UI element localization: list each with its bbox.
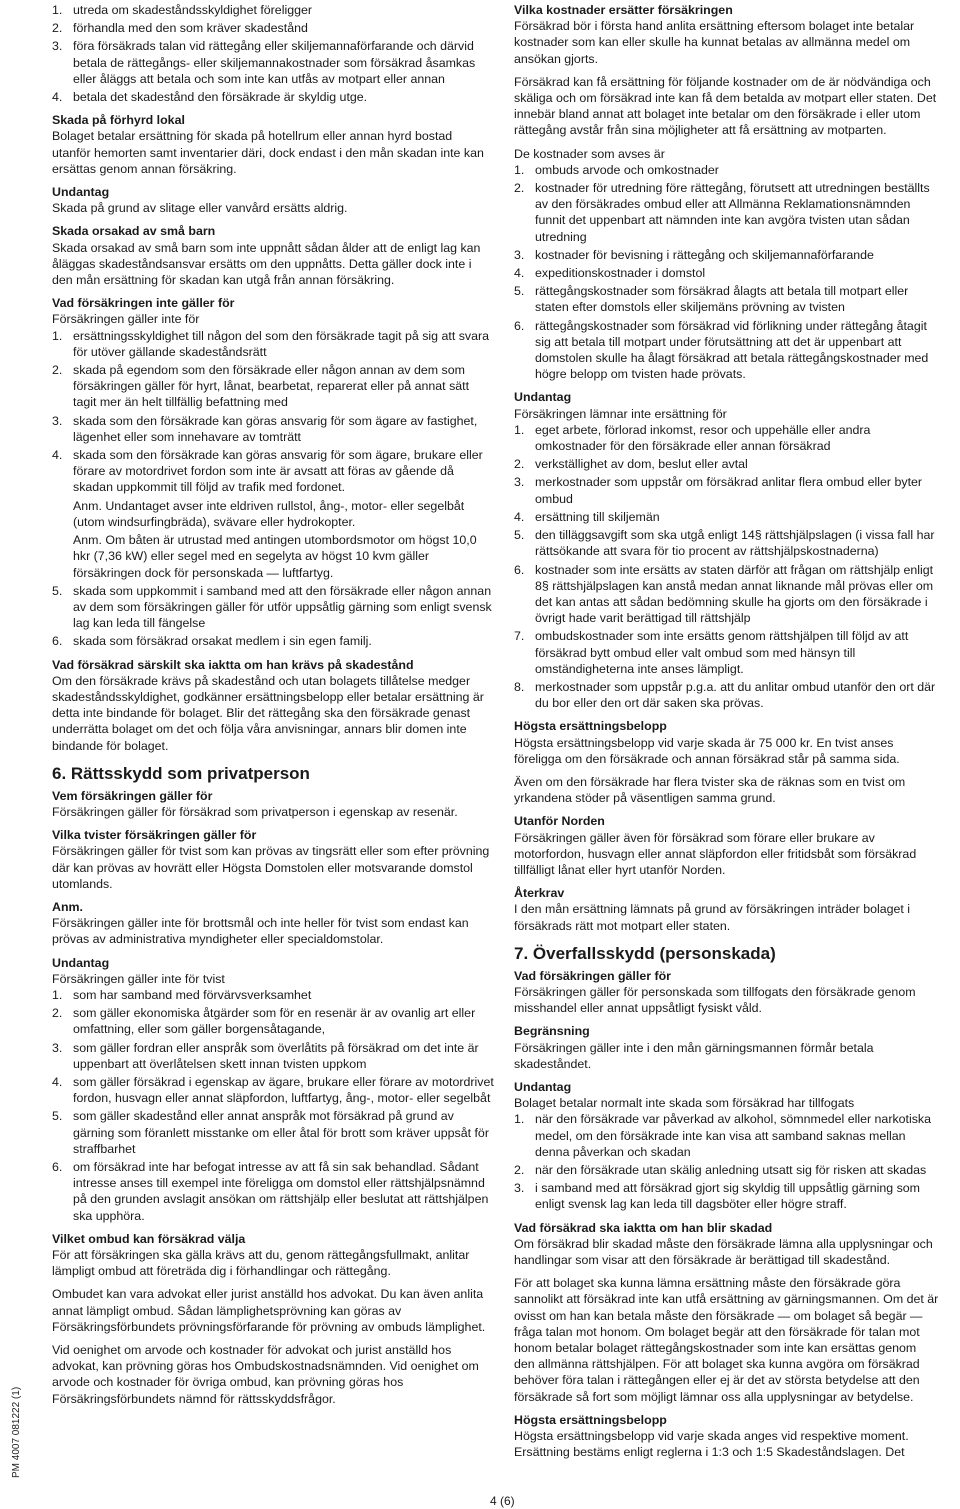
list-item bbox=[52, 447, 494, 496]
anm-text: Försäkringen gäller inte för brottsmål och inte heller för tvist som endast kan prövas av administrativa myndigheter eller specialdomstolar. bbox=[52, 916, 469, 947]
vad7-text: Försäkringen gäller för personskada som tillfogats den försäkrade genom misshandel eller annat uppsåtligt fysiskt våld. bbox=[514, 984, 916, 1016]
vem-heading: Vem försäkringen gäller för bbox=[52, 788, 213, 803]
list-item bbox=[52, 2, 494, 18]
list-item-number: 2. bbox=[52, 1006, 63, 1021]
list-item-text: rättegångskostnader som försäkrad vid förlikning under rättegång åtagit sig att betala till motpart under förutsättning att det är uppenbart att domstolen skulle ha ålagt försäkrad att betala rättegångskostnader med högre belopp om tvisten hade prövats. bbox=[535, 318, 929, 382]
list-item-number: 4. bbox=[514, 509, 525, 524]
list-item bbox=[52, 362, 494, 411]
list-item-number: 5. bbox=[52, 1109, 63, 1124]
list-item-number: 6. bbox=[52, 634, 63, 649]
hogsta2-text: Högsta ersättningsbelopp vid varje skada anges vid respektive moment. Ersättning bestäms enligt reglerna i 1:3 och 1:5 Skadeståndslagen. Det bbox=[514, 1429, 909, 1460]
list-item bbox=[514, 283, 940, 315]
list-item-text: förhandla med den som kräver skadestånd bbox=[73, 21, 308, 36]
list-item-text: expeditionskostnader i domstol bbox=[535, 266, 706, 281]
list-item bbox=[52, 583, 494, 632]
list-item bbox=[514, 422, 940, 454]
list-item bbox=[52, 1005, 494, 1037]
list-item bbox=[52, 1108, 494, 1157]
list-item-text: som har samband med förvärvsverksamhet bbox=[73, 987, 312, 1002]
hogsta1-text-1: Högsta ersättningsbelopp vid varje skada är 75 000 kr. En tvist anses föreligga om den försäkrade och annan försäkrad står på samma sida. bbox=[514, 735, 900, 766]
intevad-heading: Vad försäkringen inte gäller för bbox=[52, 296, 235, 311]
list-item-text: ersättning till skiljemän bbox=[535, 509, 660, 524]
iaktta-heading: Vad försäkrad särskilt ska iaktta om han krävs på skadestånd bbox=[52, 657, 414, 672]
hogsta1-heading: Högsta ersättningsbelopp bbox=[514, 719, 667, 734]
list-item bbox=[52, 20, 494, 36]
list-item-text: eget arbete, förlorad inkomst, resor och uppehälle eller andra omkostnader för den försäkrade eller annan försäkrad bbox=[535, 422, 871, 454]
list-item-text: kostnader för utredning före rättegång, förutsett att utredningen beställts av den försäkrades ombud eller att Allmänna Reklamationsnämnden funnit det uppenbart att nämnden inte kan avgöra tvisten utan sådan utredning bbox=[535, 181, 930, 244]
undantag4-intro: Bolaget betalar normalt inte skada som försäkrad har tillfogats bbox=[514, 1096, 855, 1111]
kostn-heading: Vilka kostnader ersätter försäkringen bbox=[514, 3, 733, 17]
tvister-heading: Vilka tvister försäkringen gäller för bbox=[52, 828, 257, 843]
list-item-text: som gäller ekonomiska åtgärder som för en resenär är av ovanlig art eller omfattning, eller som gäller borgensåtagande, bbox=[73, 1006, 476, 1037]
list-item bbox=[514, 1162, 940, 1178]
list-item bbox=[52, 1159, 494, 1224]
right-column bbox=[514, 2, 940, 1467]
list-item bbox=[514, 679, 940, 711]
left-column bbox=[52, 2, 494, 1414]
list-item-text: ombudskostnader som inte ersätts genom rättshjälpen till följd av att försäkrad bytt ombud eller valt ombud som med hänsyn till omständigheterna inte anses lämpligt. bbox=[535, 629, 909, 676]
list-item-number: 5. bbox=[514, 284, 525, 299]
list-item-number: 6. bbox=[52, 1160, 63, 1174]
undantag4-list bbox=[514, 1111, 940, 1212]
list-item-number: 1. bbox=[52, 328, 63, 343]
skadad-text-1: Om försäkrad blir skadad måste den försäkrade lämna alla upplysningar och handlingar som visar att den försäkrade är berättigad till skadestånd. bbox=[514, 1236, 933, 1268]
list-item-text: kostnader som inte ersätts av staten därför att frågan om rättshjälp enligt 8§ rättshjälpslagen kan anstå medan annat liknande mål prövas eller om det kan antas att sådan bedömning skulle ha gjorts om den försäkrade i övrigt hade varit berättigad till rättshjälp bbox=[535, 562, 934, 626]
list-item bbox=[514, 180, 940, 245]
kostn-text-2: Försäkrad kan få ersättning för följande kostnader om de är nödvändiga och skäliga och om försäkrad inte kan få dem betalda av motpart eller staten. Det innebär bland annat att bolaget inte betalar om den försäkrade i eller utom rättegång avstår från sina möjligheter att få ersättning av motparten. bbox=[514, 74, 937, 138]
list-item-number: 8. bbox=[514, 679, 525, 694]
undantag2-list bbox=[52, 987, 494, 1224]
kostn-list bbox=[514, 162, 940, 383]
list-item-text: ersättningsskyldighet till någon del som den försäkrade tagit på sig att svara för utöver gällande skadeståndsrätt bbox=[73, 328, 490, 359]
ombud-text-2: Ombudet kan vara advokat eller jurist anställd hos advokat. Du kan även anlita annat lämpligt ombud. Sådan lämplighetsprövning kan göras av Försäkringsförbundets prövningsförfarande för prövning av ombuds lämplighet. bbox=[52, 1287, 486, 1334]
list-item-number: 5. bbox=[514, 528, 525, 543]
list-item-number: 1. bbox=[514, 1112, 525, 1127]
hogsta1-text-2: Även om den försäkrade har flera tvister ska de räknas som en tvist om yrkandena stöder på väsentligen samma grund. bbox=[514, 774, 906, 806]
barn-heading: Skada orsakad av små barn bbox=[52, 224, 216, 239]
list-item-number: 4. bbox=[514, 266, 525, 281]
kostn-intro: De kostnader som avses är bbox=[514, 146, 665, 161]
page-number: 4 (6) bbox=[490, 1494, 515, 1508]
list-item-number: 6. bbox=[514, 562, 525, 577]
list-item-number: 3. bbox=[514, 247, 525, 262]
list-item-text: betala det skadestånd den försäkrade är skyldig utge. bbox=[73, 90, 368, 105]
list-item-text: skada som den försäkrade kan göras ansvarig för som ägare, brukare eller förare av motordrivet fordon som inte är avsatt att föras av gående då skadan uppkommit till följd av trafik med fordonet. bbox=[73, 448, 483, 495]
undantag3-intro: Försäkringen lämnar inte ersättning för bbox=[514, 406, 727, 421]
list-item-number: 5. bbox=[52, 583, 63, 598]
list-item-number: 4. bbox=[52, 1074, 63, 1089]
aterkrav-text: I den mån ersättning lämnats på grund av försäkringen inträder bolaget i försäkrads rätt mot motpart eller staten. bbox=[514, 902, 911, 933]
hogsta2-heading: Högsta ersättningsbelopp bbox=[514, 1412, 667, 1427]
undantag1-heading: Undantag bbox=[52, 185, 110, 200]
list-item-text: som gäller skadestånd eller annat anspråk mot försäkrad på grund av gärning som föranlett misstanke om eller åtal för brott som kräver uppsåt för straffbarhet bbox=[73, 1109, 489, 1156]
section7-title: 7. Överfallsskydd (personskada) bbox=[514, 943, 776, 963]
norden-heading: Utanför Norden bbox=[514, 814, 605, 829]
list-item-text: merkostnader som uppstår om försäkrad anlitar flera ombud eller byter ombud bbox=[535, 475, 923, 506]
list-item-text: verkställighet av dom, beslut eller avtal bbox=[535, 457, 748, 472]
list-item bbox=[514, 562, 940, 627]
list-item-text: ombuds arvode och omkostnader bbox=[535, 162, 719, 177]
list-item-number: 2. bbox=[514, 181, 525, 196]
list-item-text: den tilläggsavgift som ska utgå enligt 14§ rättshjälpslagen (i vissa fall har rättsökande att svara för tio procent av rättshjälpskostnaderna) bbox=[535, 528, 935, 559]
list-item-text: om försäkrad inte har befogat intresse av att få sin sak behandlad. Sådant intresse anses till exempel inte föreligga om domstol eller rättshjälpsnämnd på den grunden avslagit ansökan om rättshjälp eller beslutat att rättshjälpen ska upphöra. bbox=[73, 1160, 489, 1223]
kostn-text-1: Försäkrad bör i första hand anlita ersättning eftersom bolaget inte betalar kostnader som kan eller skulle ha kunnat betalas av allmänna medel om ansökan gjorts. bbox=[514, 19, 915, 66]
list-item bbox=[52, 413, 494, 445]
norden-text: Försäkringen gäller även för försäkrad som förare eller brukare av motorfordon, husvagn eller annat släpfordon eller fritidsbåt som försäkrad tillfälligt lånat eller hyrt utanför Norden. bbox=[514, 830, 917, 877]
begr-text: Försäkringen gäller inte i den mån gärningsmannen förmår betala skadeståndet. bbox=[514, 1040, 874, 1071]
anm2-text: Anm. Om båten är utrustad med antingen utombordsmotor om högst 10,0 hkr (7,36 kW) eller segel med en segelyta av högst 10 kvm gäller försäkringen dock för personskada — luftfartyg. bbox=[73, 533, 477, 580]
list-item-text: som gäller fordran eller anspråk som överlåtits på försäkrad om det inte är uppenbart att överlåtelsen skett innan tvisten uppkom bbox=[73, 1040, 479, 1071]
skadad-text-2: För att bolaget ska kunna lämna ersättning måste den försäkrade göra sannolikt att försäkrad inte kan utfå ersättning av gärningsmannen. Om det är ovisst om han kan betala måste den försäkrade — om bolaget så begär — fråga talan mot honom. Om bolaget begär att den försäkrade för talan mot honom betalar bolaget rättegångskostnader som inte kan ersättas genom den allmänna rättshjälpen. För att bolaget ska kunna avgöra om försäkrad behöver föra talan i rättegången eller ej är det av största betydelse att den försäkrade så fort som möjligt lämnar oss alla upplysningar av betydelse. bbox=[514, 1276, 939, 1404]
tvister-text: Försäkringen gäller för tvist som kan prövas av tingsrätt eller som efter prövning där kan prövas av hovrätt eller Högsta Domstolen eller motsvarande domstol utomlands. bbox=[52, 844, 490, 891]
undantag3-list bbox=[514, 422, 940, 711]
vem-text: Försäkringen gäller för försäkrad som privatperson i egenskap av resenär. bbox=[52, 804, 458, 819]
list-item bbox=[52, 987, 494, 1003]
list-item bbox=[514, 265, 940, 281]
list-item bbox=[52, 633, 494, 649]
list-item-number: 4. bbox=[52, 448, 63, 463]
begr-heading: Begränsning bbox=[514, 1024, 590, 1039]
list-item bbox=[514, 162, 940, 178]
hyrd-heading: Skada på förhyrd lokal bbox=[52, 113, 185, 128]
list-item-number: 1. bbox=[514, 162, 525, 177]
list-item-number: 6. bbox=[514, 318, 525, 333]
list-item-text: i samband med att försäkrad gjort sig skyldig till uppsåtlig gärning som enligt svensk lag kan leda till dagsböter eller högre straff. bbox=[535, 1181, 920, 1212]
undantag4-heading: Undantag bbox=[514, 1079, 572, 1094]
list-item-number: 2. bbox=[514, 1163, 525, 1177]
list-item bbox=[52, 328, 494, 360]
list-item-number: 4. bbox=[52, 90, 63, 105]
ombud-heading: Vilket ombud kan försäkrad välja bbox=[52, 1231, 246, 1246]
list-item bbox=[514, 1111, 940, 1160]
document-code: PM 4007 081222 (1) bbox=[11, 1386, 22, 1478]
list-item-text: skada som försäkrad orsakat medlem i sin egen familj. bbox=[73, 634, 372, 649]
list-item-number: 3. bbox=[514, 1181, 525, 1196]
list-item bbox=[514, 247, 940, 263]
list-item-number: 1. bbox=[52, 987, 63, 1002]
list-item-number: 3. bbox=[52, 413, 63, 428]
list-item-text: föra försäkrads talan vid rättegång eller skiljemannaförfarande och därvid betala de rättegångs- eller skiljemannakostnader som försäkrad åsamkas eller åläggs att betala och som inte kan utfås av motpart eller annan bbox=[73, 39, 476, 86]
list-item-text: skada som uppkommit i samband med att den försäkrade eller någon annan av dem som försäkringen gäller för utför uppsåtlig gärning som enligt svensk lag kan leda till fängelse bbox=[73, 583, 492, 631]
list-item-text: skada på egendom som den försäkrade eller någon annan av dem som försäkringen gäller för hyrt, lånat, bearbetat, reparerat eller på annat sätt tagit mer än helt tillfällig befattning med bbox=[73, 363, 470, 410]
list-item-text: när den försäkrade var påverkad av alkohol, sömnmedel eller narkotiska medel, om den försäkrade inte kan visa att samband saknas mellan denna påverkan och skadan bbox=[535, 1112, 932, 1159]
list-item-number: 2. bbox=[52, 363, 63, 378]
list-item-text: som gäller försäkrad i egenskap av ägare, brukare eller förare av motordrivet fordon, husvagn eller annat släpfordon, luftfartyg, ång-, motor- eller segelbåt bbox=[73, 1074, 494, 1106]
list-item bbox=[514, 474, 940, 506]
list-item bbox=[52, 89, 494, 105]
list-item-text: utreda om skadeståndsskyldighet föreligger bbox=[73, 3, 312, 17]
hyrd-text: Bolaget betalar ersättning för skada på hotellrum eller annan hyrd bostad utanför hemorten samt inventarier däri, dock endast i den mån skadan inte kan ersättas genom annan försäkring. bbox=[52, 129, 484, 176]
list-item-text: rättegångskostnader som försäkrad ålagts att betala till motpart eller staten efter domstols eller skiljemäns prövning av tvisten bbox=[535, 284, 909, 315]
barn-text: Skada orsakad av små barn som inte uppnått sådan ålder att de enligt lag kan åläggas skadeståndsansvar ersätts om den uppnåtts. Detta gäller dock inte i den mån ersättning för skadan kan utgå från annan försäkring. bbox=[52, 240, 481, 288]
list-item bbox=[514, 456, 940, 472]
list-item-number: 3. bbox=[52, 39, 63, 54]
list-item bbox=[514, 509, 940, 525]
list-item-number: 1. bbox=[514, 422, 525, 437]
list-item bbox=[514, 1180, 940, 1212]
anm1-text: Anm. Undantaget avser inte eldriven rullstol, ång-, motor- eller segelbåt (utom windsurfingbräda), svävare eller hydrokopter. bbox=[73, 498, 465, 529]
list-item-number: 2. bbox=[52, 21, 63, 36]
anm-heading: Anm. bbox=[52, 899, 83, 914]
vad7-heading: Vad försäkringen gäller för bbox=[514, 968, 671, 983]
undantag2-heading: Undantag bbox=[52, 955, 110, 970]
undantag3-heading: Undantag bbox=[514, 390, 572, 405]
list-item bbox=[514, 318, 940, 383]
list-item-number: 7. bbox=[514, 629, 525, 644]
intevad-list-2 bbox=[52, 583, 494, 650]
list-item-number: 3. bbox=[52, 1040, 63, 1055]
list-item bbox=[52, 38, 494, 87]
ombud-text-3: Vid oenighet om arvode och kostnader för advokat och jurist anställd hos advokat, kan prövning göras hos Ombudskostnadsnämnden. Vid oenighet om arvode och kostnader för övriga ombud, kan prövning göras hos Försäkringsförbundets nämnd för rättsskyddsfrågor. bbox=[52, 1343, 479, 1406]
undantag2-intro: Försäkringen gäller inte för tvist bbox=[52, 971, 225, 986]
list-item bbox=[52, 1040, 494, 1072]
intevad-intro: Försäkringen gäller inte för bbox=[52, 312, 200, 327]
top-list bbox=[52, 2, 494, 105]
list-item-text: merkostnader som uppstår p.g.a. att du anlitar ombud utanför den ort där du bor eller den ort där saken ska prövas. bbox=[535, 679, 936, 711]
skadad-heading: Vad försäkrad ska iaktta om han blir skadad bbox=[514, 1220, 773, 1235]
list-item-number: 1. bbox=[52, 3, 63, 17]
list-item-number: 2. bbox=[514, 457, 525, 472]
list-item bbox=[52, 1074, 494, 1106]
aterkrav-heading: Återkrav bbox=[514, 886, 565, 901]
intevad-list bbox=[52, 328, 494, 496]
list-item-text: kostnader för bevisning i rättegång och skiljemannaförfarande bbox=[535, 247, 874, 262]
list-item bbox=[514, 527, 940, 559]
undantag1-text: Skada på grund av slitage eller vanvård ersätts aldrig. bbox=[52, 201, 348, 216]
list-item-text: när den försäkrade utan skälig anledning utsatt sig för risken att skadas bbox=[535, 1163, 927, 1177]
list-item bbox=[514, 628, 940, 677]
iaktta-text: Om den försäkrade krävs på skadestånd och utan bolagets tillåtelse medger skadeståndsskyldighet, godkänner ersättningsbelopp eller betalar ersättning är detta inte bindande för bolaget. Blir det rättegång ska den försäkrade genast underrätta bolaget om det och följa våra anvisningar, annars blir domen inte bindande för bolaget. bbox=[52, 673, 484, 753]
section6-title: 6. Rättsskydd som privatperson bbox=[52, 763, 310, 783]
list-item-number: 3. bbox=[514, 475, 525, 490]
ombud-text-1: För att försäkringen ska gälla krävs att du, genom rättegångsfullmakt, anlitar lämpligt ombud att företräda dig i förhandlingar och rättegång. bbox=[52, 1248, 470, 1279]
list-item-text: skada som den försäkrade kan göras ansvarig för som ägare av fastighet, lägenhet eller som innehavare av tomträtt bbox=[73, 413, 478, 444]
